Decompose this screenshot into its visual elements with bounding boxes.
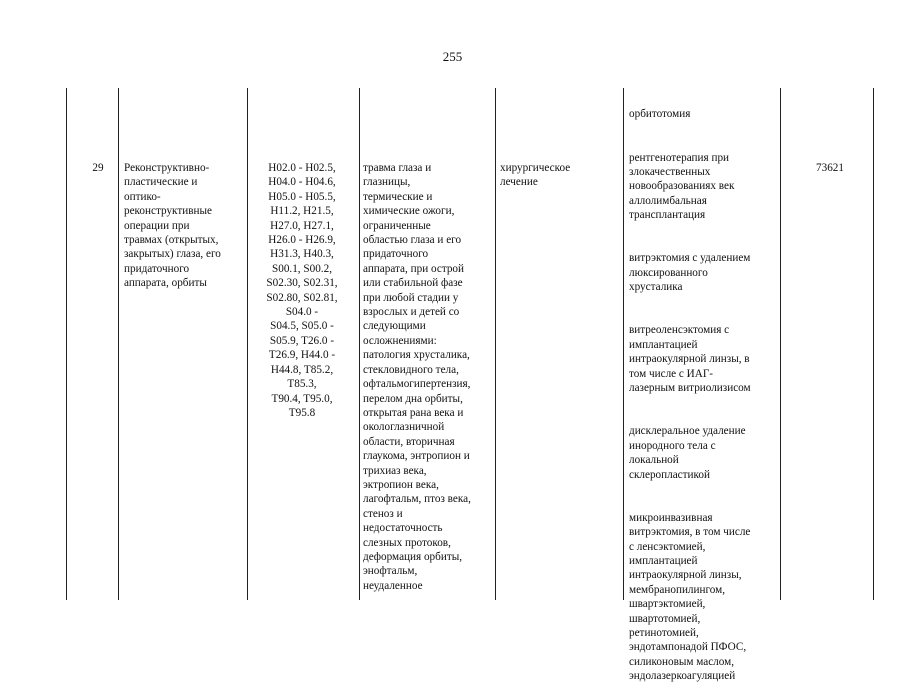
method-item: орбитотомия xyxy=(629,108,691,121)
method-item: витрэктомия с удалением люксированного хрусталика xyxy=(629,252,751,294)
column-divider-1 xyxy=(118,88,119,600)
column-divider-4 xyxy=(495,88,496,600)
icd-codes: H02.0 - H02.5, H04.0 - H04.6, H05.0 - H05.5, H11.2, H21.5, H27.0, H27.1, H26.0 - H26.9, H31.3, H40.3, S00.1, S00.2, S02.30, S02.31, S02.80, S02.81, S04.0 - S04.5, S05.0 - S05.9, T26.0 - T26.9, H44.0 - H44.8, T85.2, T85.3, T90.4, T95.0, T95.8 xyxy=(266,162,338,419)
row-number: 29 xyxy=(92,162,104,174)
cost-value: 73621 xyxy=(816,162,844,174)
intervention-name: Реконструктивно- пластические и оптико- реконструктивные операции при травмах (открытых, закрытых) глаза, его придаточного аппарата, орбиты xyxy=(124,162,221,290)
method-item: микроинвазивная витрэктомия, в том числе с ленсэктомией, имплантацией интраокулярной линзы, мембранопилингом, швартэктомией, швартотомией, ретинотомией, эндотампонадой ПФОС, силиконовым маслом, эндолазеркоагуляцией xyxy=(629,511,751,683)
patient-model: травма глаза и глазницы, термические и химические ожоги, ограниченные областью глаза и его придаточного аппарата, при острой или стабильной фазе при любой стадии у взрослых и детей со следующими осложнениями: патология хрусталика, стекловидного тела, офтальмогипертензия, перелом дна орбиты, открытая рана века и окологлазничной области, вторичная глаукома, энтропион и трихиаз века, эктропион века, лагофтальм, птоз века, стеноз и недостаточность слезных протоков, деформация орбиты, энофтальм, неудаленное xyxy=(363,162,471,592)
method-item: рентгенотерапия при злокачественных новообразованиях век аллолимбальная трансплантация xyxy=(629,151,735,222)
column-divider-6 xyxy=(780,88,781,600)
column-divider-3 xyxy=(359,88,360,600)
column-divider-5 xyxy=(623,88,624,600)
treatment-type: хирургическое лечение xyxy=(500,162,571,189)
table-border-right xyxy=(873,88,874,600)
page-number: 255 xyxy=(442,49,463,64)
method-item: витреоленсэктомия с имплантацией интраокулярной линзы, в том числе с ИАГ- лазерным витриолизисом xyxy=(629,324,751,395)
table-border-left xyxy=(66,88,67,600)
column-divider-2 xyxy=(247,88,248,600)
method-item: дисклеральное удаление инородного тела с локальной склеропластикой xyxy=(629,425,746,481)
treatment-methods xyxy=(629,93,775,698)
